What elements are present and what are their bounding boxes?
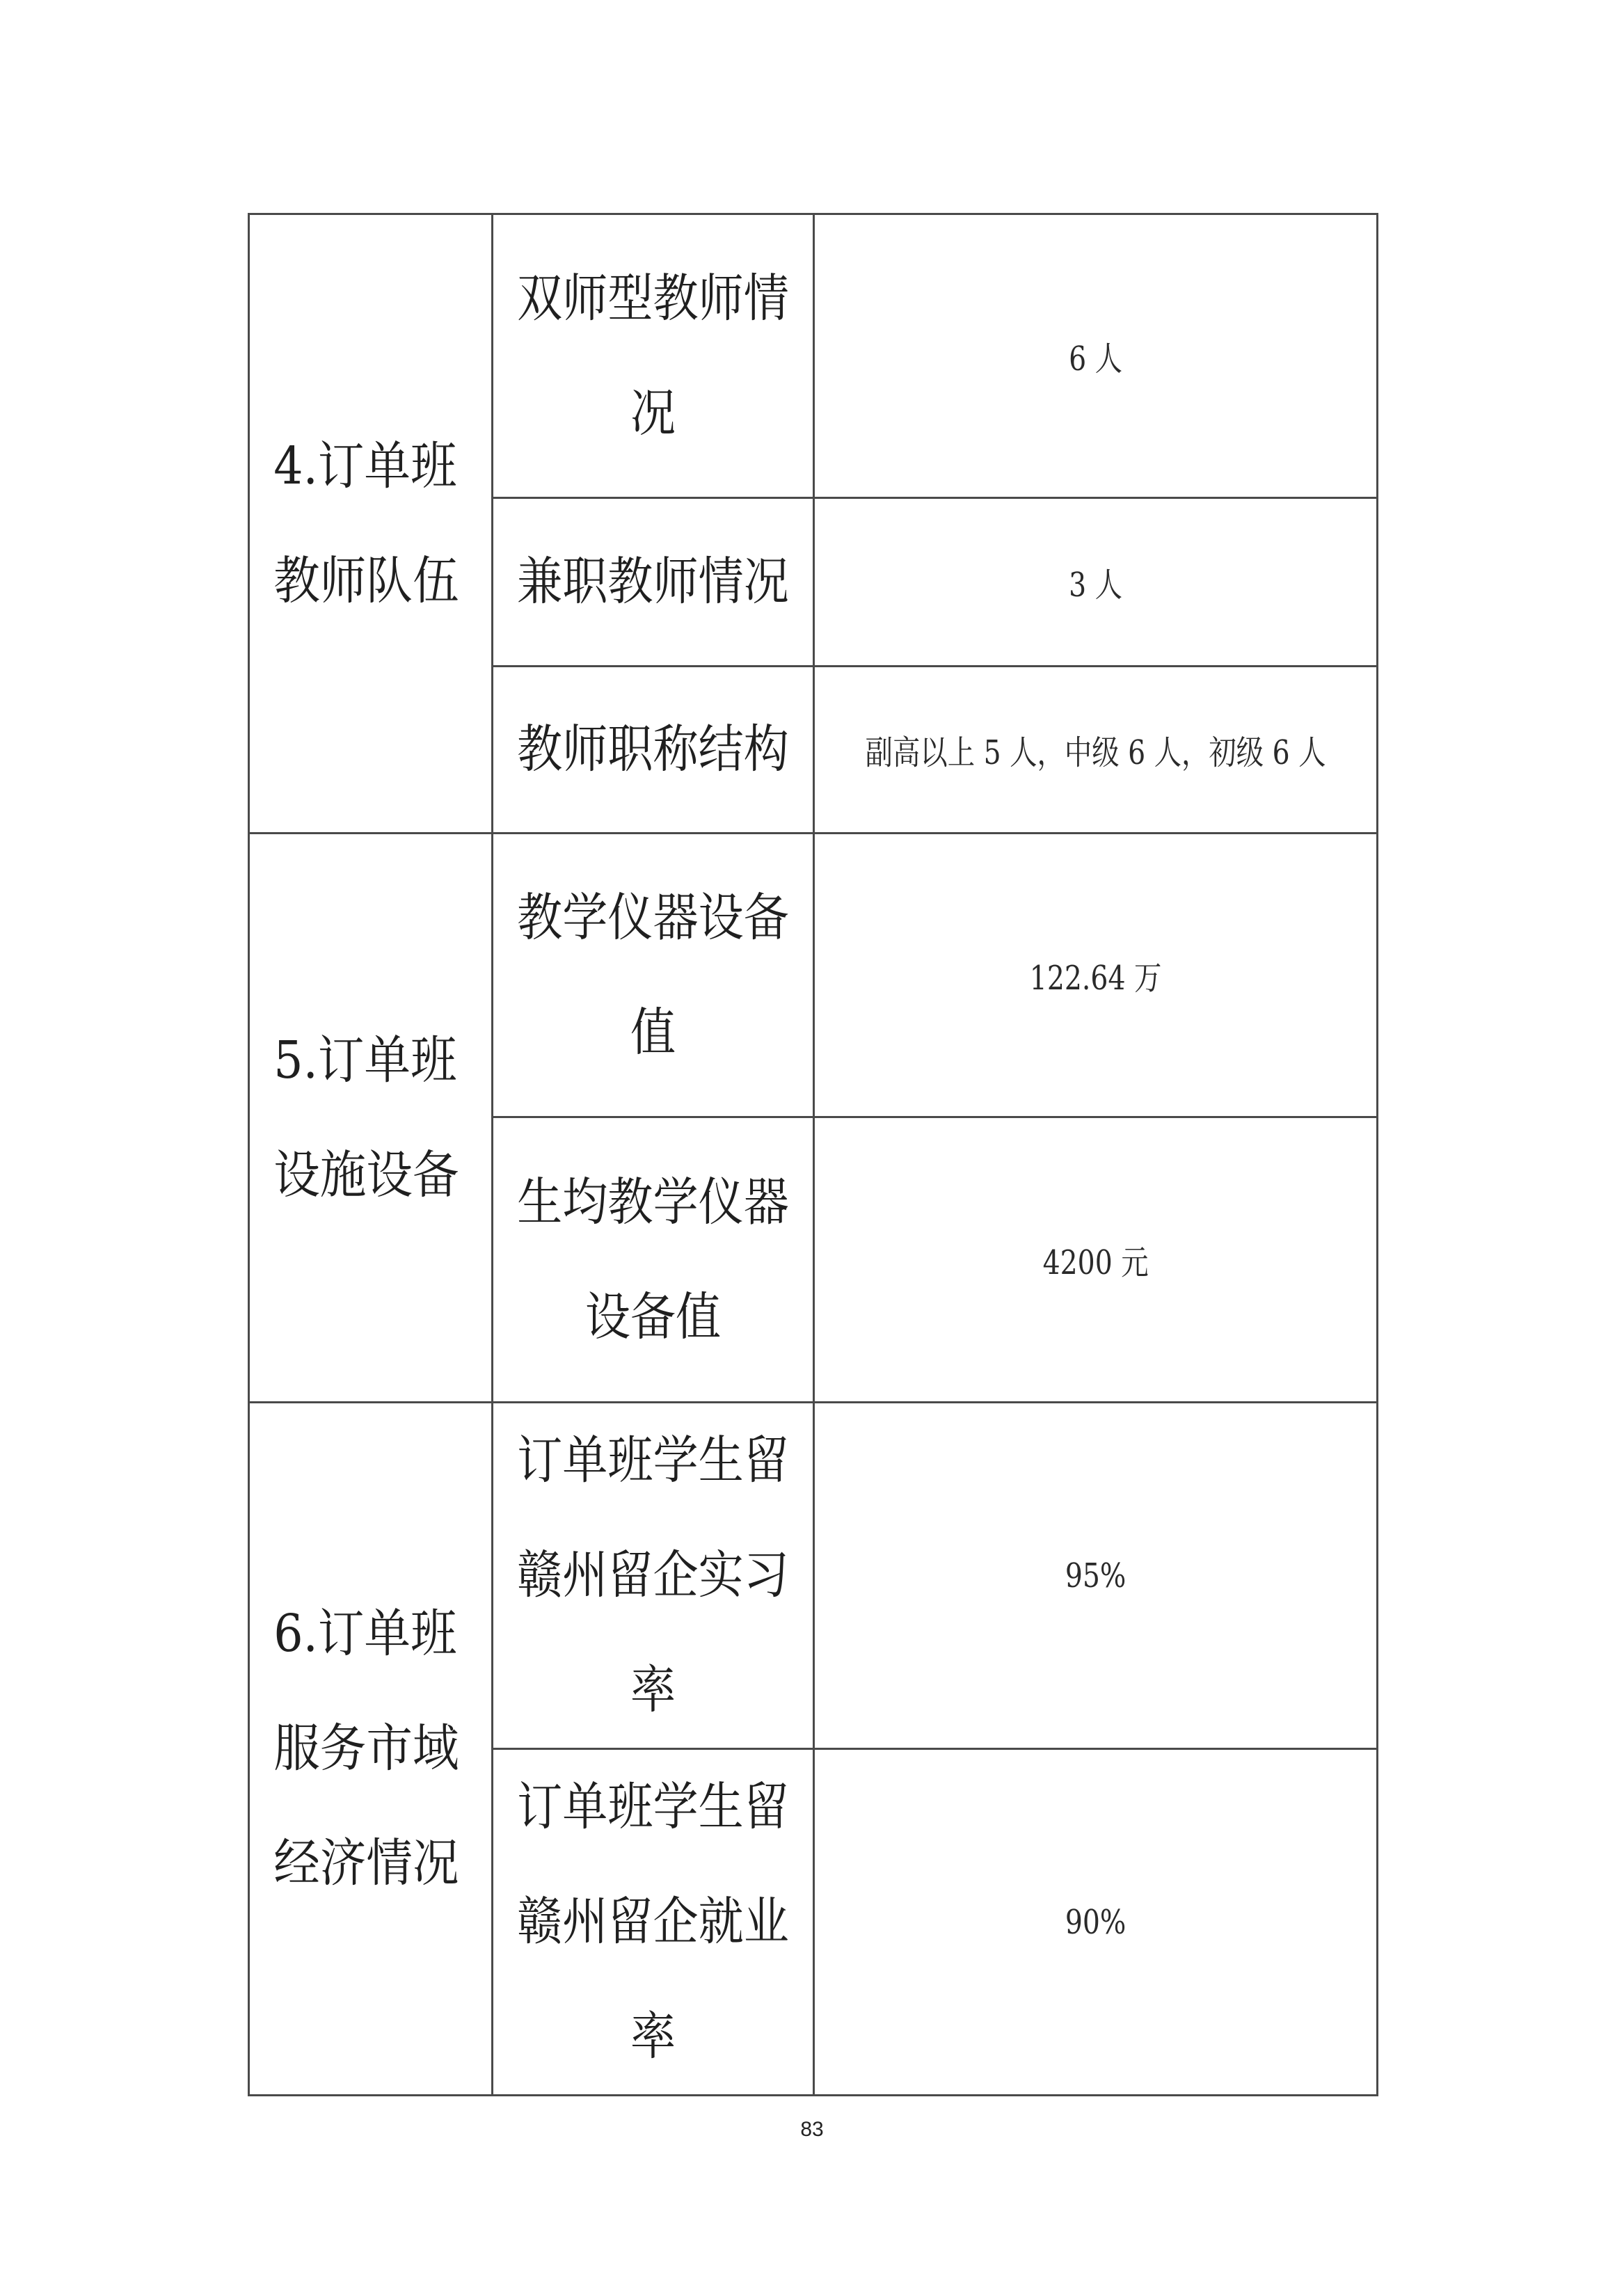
item-cell — [493, 498, 814, 667]
category-label: 5.订单班 设施设备 — [273, 1030, 459, 1205]
table-row — [249, 834, 1378, 1117]
value-cell — [814, 667, 1378, 834]
value-cell — [814, 498, 1378, 667]
category-cell — [249, 214, 493, 834]
value-cell — [814, 834, 1378, 1117]
table-row — [249, 1403, 1378, 1749]
table-row — [249, 214, 1378, 498]
value-text: 122.64 万 — [1029, 959, 1162, 998]
value-text: 6 人 — [1069, 340, 1123, 378]
item-cell — [493, 1749, 814, 2096]
item-cell — [493, 834, 814, 1117]
category-cell — [249, 1403, 493, 2096]
value-text: 4200 元 — [1042, 1243, 1149, 1282]
value-cell — [814, 1117, 1378, 1403]
value-cell — [814, 1749, 1378, 2096]
item-label: 生均教学仪器 设备值 — [517, 1172, 789, 1347]
item-label: 双师型教师情 况 — [517, 268, 789, 443]
value-text: 3 人 — [1069, 566, 1123, 605]
value-text: 95% — [1065, 1556, 1127, 1595]
item-cell — [493, 214, 814, 498]
item-label: 兼职教师情况 — [517, 552, 789, 612]
page-number: 83 — [800, 2118, 824, 2141]
value-text: 90% — [1065, 1902, 1127, 1942]
category-label: 6.订单班 服务市域 经济情况 — [273, 1604, 459, 1893]
category-cell — [249, 834, 493, 1403]
value-cell — [814, 1403, 1378, 1749]
data-table — [248, 213, 1378, 2096]
item-label: 订单班学生留 赣州留企就业 率 — [517, 1777, 789, 2066]
item-cell — [493, 667, 814, 834]
value-cell — [814, 214, 1378, 498]
category-label: 4.订单班 教师队伍 — [273, 436, 459, 611]
item-label: 订单班学生留 赣州留企实习 率 — [517, 1430, 789, 1720]
item-cell — [493, 1117, 814, 1403]
item-label: 教师职称结构 — [517, 719, 789, 779]
item-cell — [493, 1403, 814, 1749]
value-text: 副高以上 5 人，中级 6 人，初级 6 人 — [865, 733, 1326, 772]
item-label: 教学仪器设备 值 — [517, 887, 789, 1062]
